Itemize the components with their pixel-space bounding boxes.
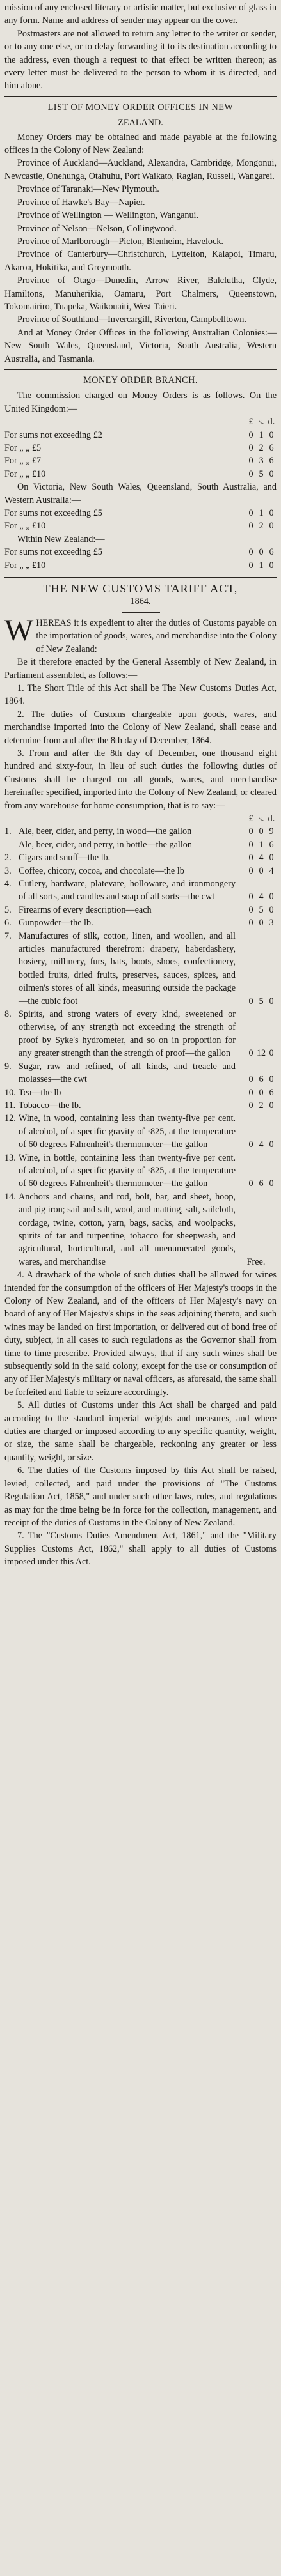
preamble-text: HEREAS it is expedient to alter the duties of Customs payable on the importation of goods, wares, and merchandise into the Colony of New Zealand: <box>36 617 277 654</box>
section-text: All duties of Customs under this Act shall be charged and paid according to the standard imperial weights and measures, and where duties are charged or imposed according to any specific quantity, weight, or size, the same shall be chargeable, reckoning any greater or less quantity, weight, or size. <box>4 1400 277 1463</box>
act-enacting-clause: Be it therefore enacted by the General Assembly of New Zealand, in Parliament assembled, as follows:— <box>4 657 277 681</box>
duty-column-heads <box>4 812 277 825</box>
col-head: s. <box>258 813 264 824</box>
duty-number: 7. <box>4 930 12 941</box>
col-head: d. <box>268 417 275 428</box>
section-number: 1. <box>17 683 24 693</box>
offices-para: Province of Auckland—Auckland, Alexandra, Cambridge, Mongonui, Newcastle, Onehunga, Otahuhu, Port Waikato, Raglan, Russell, Wangarei. <box>4 158 277 181</box>
duty-pence: 0 <box>269 1139 274 1150</box>
commission-pence: 0 <box>269 468 274 479</box>
commission-pence: 0 <box>269 560 274 571</box>
commission-shilling: 1 <box>259 429 264 440</box>
duty-description: Wine, in wood, containing less than twenty-five per cent. of alcohol, of a specific gravity of ·825, at the temperature of 60 degrees Fahrenheit's thermometer—the gallon <box>19 1113 236 1150</box>
duty-item <box>4 1060 277 1086</box>
duty-shilling: 0 <box>259 918 264 929</box>
duty-item <box>4 1112 277 1151</box>
duty-pence: 0 <box>269 1100 274 1111</box>
duty-pence: 0 <box>269 904 274 915</box>
commission-pence: 0 <box>269 429 274 440</box>
commission-pound: 0 <box>248 560 253 571</box>
act-section <box>4 1464 277 1529</box>
duty-item <box>4 877 277 904</box>
duty-pence: 0 <box>269 852 274 863</box>
commission-pound: 0 <box>248 547 253 558</box>
duty-description: Ale, beer, cider, and perry, in wood—the gallon <box>19 826 192 837</box>
commission-label: For „ „ £10 <box>4 560 46 571</box>
commission-row <box>4 520 277 532</box>
duty-pence: 4 <box>269 865 274 876</box>
commission-shilling: 2 <box>259 443 264 453</box>
duty-pence: 3 <box>269 918 274 929</box>
duty-pence: 0 <box>269 996 274 1006</box>
duty-pound: 0 <box>248 1100 253 1111</box>
duty-description: Firearms of every description—each <box>19 904 152 915</box>
money-order-offices-section <box>4 101 277 366</box>
duty-item <box>4 851 277 864</box>
commission-row <box>4 454 277 467</box>
duty-pound: 0 <box>248 1087 253 1098</box>
duty-number: 6. <box>4 918 12 929</box>
duty-description: Ale, beer, cider, and perry, in bottle—the gallon <box>19 839 192 850</box>
duty-pound: 0 <box>248 904 253 915</box>
commission-pence: 0 <box>269 521 274 532</box>
duty-number: 13. <box>4 1152 16 1163</box>
divider <box>122 612 160 613</box>
branch-intro: The commission charged on Money Orders is as follows. On the United Kingdom:— <box>4 390 277 414</box>
commission-label: For „ „ £7 <box>4 456 42 467</box>
duty-pound: 0 <box>248 865 253 876</box>
duty-pence: 6 <box>269 839 274 850</box>
duty-shilling: 4 <box>259 1139 264 1150</box>
duty-item <box>4 865 277 877</box>
duty-pound: 0 <box>248 1074 253 1085</box>
duty-item <box>4 1152 277 1191</box>
duty-shilling: 0 <box>259 826 264 837</box>
divider <box>4 96 277 97</box>
duty-pound: 0 <box>248 918 253 929</box>
duty-item <box>4 838 277 851</box>
commission-pence: 6 <box>269 443 274 453</box>
commission-pound: 0 <box>248 456 253 467</box>
duty-description: Manufactures of silk, cotton, linen, and woollen, and all articles manufactured therefrom: drapery, haberdashery, hosiery, millinery, furs, hats, boots, shoes, confectionery, bottled fruits, dried fruits, preserves, sauces, spices, and oilmen's stores of all kinds, measuring outside the package—the cubic foot <box>19 930 236 1006</box>
offices-para: Money Orders may be obtained and made payable at the following offices in the Colony of New Zealand: <box>4 132 277 156</box>
intro-section <box>4 1 277 93</box>
commission-pence: 6 <box>269 547 274 558</box>
duty-number: 8. <box>4 1009 12 1020</box>
commission-label: For sums not exceeding £5 <box>4 547 102 558</box>
duty-shilling: 2 <box>259 1100 264 1111</box>
duty-item <box>4 930 277 1008</box>
duty-item <box>4 1191 277 1269</box>
section-number: 3. <box>17 748 24 759</box>
duty-pence: 0 <box>269 891 274 902</box>
intro-para-1: mission of any enclosed literary or artistic matter, but exclusive of glass in any form. Name and address of sender may appear on the cover. <box>4 3 277 26</box>
duty-description: Anchors and chains, and rod, bolt, bar, and sheet, hoop, and pig iron; sail and salt, wool, and matting, salt, sailcloth, cordage, twine, cotton, yarn, bags, sacks, and woolpacks, spirits of tar and turpentine, tobacco for sheepwash, and agricultural, horticultural, and all unenumerated goods, wares, and merchandise <box>19 1191 236 1267</box>
duty-pound: 0 <box>248 1178 253 1189</box>
commission-row <box>4 546 277 559</box>
duty-item <box>4 1008 277 1060</box>
intro-para-2: Postmasters are not allowed to return any letter to the writer or sender, or to any one else, or to delay forwarding it to its destination according to the address, even though a request to that effect be written thereon; as every letter must be delivered to the person to whom it is directed, and him alone. <box>4 28 277 91</box>
offices-heading-sub: ZEALAND. <box>118 118 163 128</box>
commission-row <box>4 468 277 481</box>
act-section <box>4 747 277 812</box>
offices-para: Province of Otago—Dunedin, Arrow River, Balclutha, Clyde, Hamiltons, Manuherikia, Oamaru, Port Chalmers, Queenstown, Tokomairiro, Tuapeka, Waikouaiti, West Taieri. <box>4 275 277 312</box>
duty-pound: 0 <box>248 839 253 850</box>
commission-shilling: 1 <box>259 508 264 519</box>
australia-intro: On Victoria, New South Wales, Queensland, South Australia, and Western Australia:— <box>4 482 277 505</box>
money-order-branch-section <box>4 374 277 572</box>
duty-description: Cigars and snuff—the lb. <box>19 852 111 863</box>
commission-column-heads <box>4 415 277 428</box>
commission-pound: 0 <box>248 429 253 440</box>
commission-label: For „ „ £10 <box>4 468 46 479</box>
act-section <box>4 708 277 747</box>
duty-shilling: 0 <box>259 1087 264 1098</box>
duty-description: Gunpowder—the lb. <box>19 918 93 929</box>
duty-pound: 0 <box>248 891 253 902</box>
col-head: s. <box>258 417 264 428</box>
commission-row <box>4 559 277 572</box>
act-title: THE NEW CUSTOMS TARIFF ACT, <box>43 582 238 596</box>
offices-para: Province of Hawke's Bay—Napier. <box>17 197 145 208</box>
act-section <box>4 1269 277 1399</box>
section-text: From and after the 8th day of December, one thousand eight hundred and sixty-four, in lieu of such duties the following duties of Customs shall be charged on all goods, wares, and merchandise hereinafter specified, imported into the Colony of New Zealand, or cleared from any warehouse for home consumption, that is to say:— <box>4 748 277 811</box>
duty-item <box>4 825 277 838</box>
duty-pound: 0 <box>248 1139 253 1150</box>
duty-description: Sugar, raw and refined, of all kinds, and treacle and molasses—the cwt <box>19 1061 236 1085</box>
duty-shilling: 1 <box>259 839 264 850</box>
act-section <box>4 682 277 708</box>
offices-para: And at Money Order Offices in the following Australian Colonies:—New South Wales, Queensland, Victoria, South Australia, Western Australia, and Tasmania. <box>4 327 277 364</box>
offices-para: Province of Taranaki—New Plymouth. <box>17 184 159 195</box>
duty-shilling: 6 <box>259 1178 264 1189</box>
duty-item <box>4 904 277 916</box>
commission-row <box>4 429 277 442</box>
duty-pound: 0 <box>248 852 253 863</box>
offices-para: Province of Nelson—Nelson, Collingwood. <box>17 223 177 234</box>
duty-pence: 9 <box>269 826 274 837</box>
duty-number: 10. <box>4 1087 16 1098</box>
duty-free: Free. <box>246 1256 266 1267</box>
duty-number: 12. <box>4 1113 16 1124</box>
section-text: The duties of the Customs imposed by this Act shall be raised, levied, collected, and paid under the provisions of "The Customs Regulation Act, 1858," and under such other laws, rules, and regulations as may for the time being be in force for the collection, management, and receipt of the duties of Customs in the Colony of New Zealand. <box>4 1465 277 1528</box>
duty-pence: 6 <box>269 1087 274 1098</box>
duty-pound: 0 <box>248 1048 253 1059</box>
commission-shilling: 0 <box>259 547 264 558</box>
duty-number: 1. <box>4 826 12 837</box>
duty-shilling: 5 <box>259 904 264 915</box>
section-number: 4. <box>17 1270 24 1281</box>
duty-pence: 0 <box>269 1048 274 1059</box>
nz-label: Within New Zealand:— <box>17 534 105 544</box>
commission-pound: 0 <box>248 521 253 532</box>
section-number: 2. <box>17 709 24 720</box>
col-head: £ <box>248 813 253 824</box>
commission-pence: 6 <box>269 456 274 467</box>
duty-shilling: 4 <box>259 852 264 863</box>
commission-shilling: 2 <box>259 521 264 532</box>
duty-description: Spirits, and strong waters of every kind, sweetened or otherwise, of any strength not exceeding the strength of proof by Syke's hydrometer, and so on in proportion for any greater strength than the strength of proof—the gallon <box>19 1009 236 1059</box>
commission-row <box>4 442 277 454</box>
duty-number: 4. <box>4 879 12 889</box>
commission-shilling: 3 <box>259 456 264 467</box>
duty-item <box>4 916 277 929</box>
duty-pound: 0 <box>248 826 253 837</box>
duty-number <box>4 838 19 851</box>
commission-pound: 0 <box>248 508 253 519</box>
commission-row <box>4 507 277 520</box>
act-preamble <box>4 613 277 656</box>
duty-number: 3. <box>4 865 12 876</box>
duty-shilling: 0 <box>259 865 264 876</box>
section-number: 5. <box>17 1400 24 1411</box>
section-number: 7. <box>17 1531 24 1541</box>
duty-number: 5. <box>4 904 12 915</box>
customs-act-section <box>4 582 277 1568</box>
divider <box>4 577 277 578</box>
duty-shilling: 4 <box>259 891 264 902</box>
section-text: The Short Title of this Act shall be The New Customs Duties Act, 1864. <box>4 683 277 707</box>
offices-para: Province of Southland—Invercargill, Riverton, Campbelltown. <box>17 314 246 325</box>
divider <box>4 369 277 370</box>
act-year: 1864. <box>130 596 151 607</box>
duty-shilling: 5 <box>259 996 264 1006</box>
section-text: A drawback of the whole of such duties shall be allowed for wines intended for the consumption of the officers of Her Majesty's troops in the Colony of New Zealand, and of the officers of Her Majesty's navy on board of any of Her Majesty's ships in the seas adjoining thereto, and such wines may be landed on first importation, or delivered out of bond free of duty, subject, in all cases to such regulations as the Governor shall from time to time prescribe. Provided always, that if any such wines shall be subsequently sold in the said colony, except for the use or consumption of any of Her Majesty's military or naval officers, as aforesaid, the same shall be forfeited and liable to seizure accordingly. <box>4 1270 277 1398</box>
duty-number: 9. <box>4 1061 12 1072</box>
section-text: The "Customs Duties Amendment Act, 1861," and the "Military Supplies Customs Act, 1862," shall apply to all duties of Customs imposed under this Act. <box>4 1531 277 1568</box>
duty-pound: 0 <box>248 996 253 1006</box>
offices-para: Province of Wellington — Wellington, Wanganui. <box>17 210 199 221</box>
duty-description: Cutlery, hardware, platevare, holloware, and ironmongery of all sorts, and candles and soap of all sorts—the cwt <box>19 879 236 902</box>
commission-label: For „ „ £5 <box>4 443 42 453</box>
col-head: d. <box>268 813 275 824</box>
duty-description: Tobacco—the lb. <box>19 1100 81 1111</box>
section-text: The duties of Customs chargeable upon goods, wares, and merchandise imported into the Colony of New Zealand, shall cease and determine from and after the 8th day of December, 1864. <box>4 709 277 746</box>
duty-description: Tea—the lb <box>19 1087 61 1098</box>
duty-item <box>4 1099 277 1112</box>
drop-cap: W <box>4 613 34 647</box>
duty-description: Coffee, chicory, cocoa, and chocolate—the lb <box>19 865 184 876</box>
duty-pence: 0 <box>269 1074 274 1085</box>
offices-para: Province of Canterbury—Christchurch, Lyttelton, Kaiapoi, Timaru, Akaroa, Hokitika, and Greymouth. <box>4 249 277 273</box>
duty-item <box>4 1086 277 1099</box>
commission-shilling: 1 <box>259 560 264 571</box>
duty-pence: 0 <box>269 1178 274 1189</box>
commission-pound: 0 <box>248 468 253 479</box>
offices-para: Province of Marlborough—Picton, Blenheim, Havelock. <box>17 236 223 247</box>
duty-shilling: 12 <box>256 1048 266 1059</box>
commission-pence: 0 <box>269 508 274 519</box>
commission-pound: 0 <box>248 443 253 453</box>
act-section <box>4 1529 277 1568</box>
branch-heading: MONEY ORDER BRANCH. <box>83 374 198 385</box>
commission-label: For sums not exceeding £5 <box>4 508 102 519</box>
commission-label: For sums not exceeding £2 <box>4 429 102 440</box>
offices-heading: LIST OF MONEY ORDER OFFICES IN NEW <box>47 102 234 112</box>
section-number: 6. <box>17 1465 24 1476</box>
duty-number: 14. <box>4 1191 16 1202</box>
duty-shilling: 6 <box>259 1074 264 1085</box>
duty-number: 2. <box>4 852 12 863</box>
act-section <box>4 1399 277 1464</box>
commission-shilling: 5 <box>259 468 264 479</box>
duty-number: 11. <box>4 1100 16 1111</box>
duty-description: Wine, in bottle, containing less than twenty-five per cent. of alcohol, of a specific gravity of ·825, at the temperature of 60 degrees Fahrenheit's thermometer—the gallon <box>19 1152 236 1189</box>
col-head: £ <box>248 417 253 428</box>
commission-label: For „ „ £10 <box>4 521 46 532</box>
